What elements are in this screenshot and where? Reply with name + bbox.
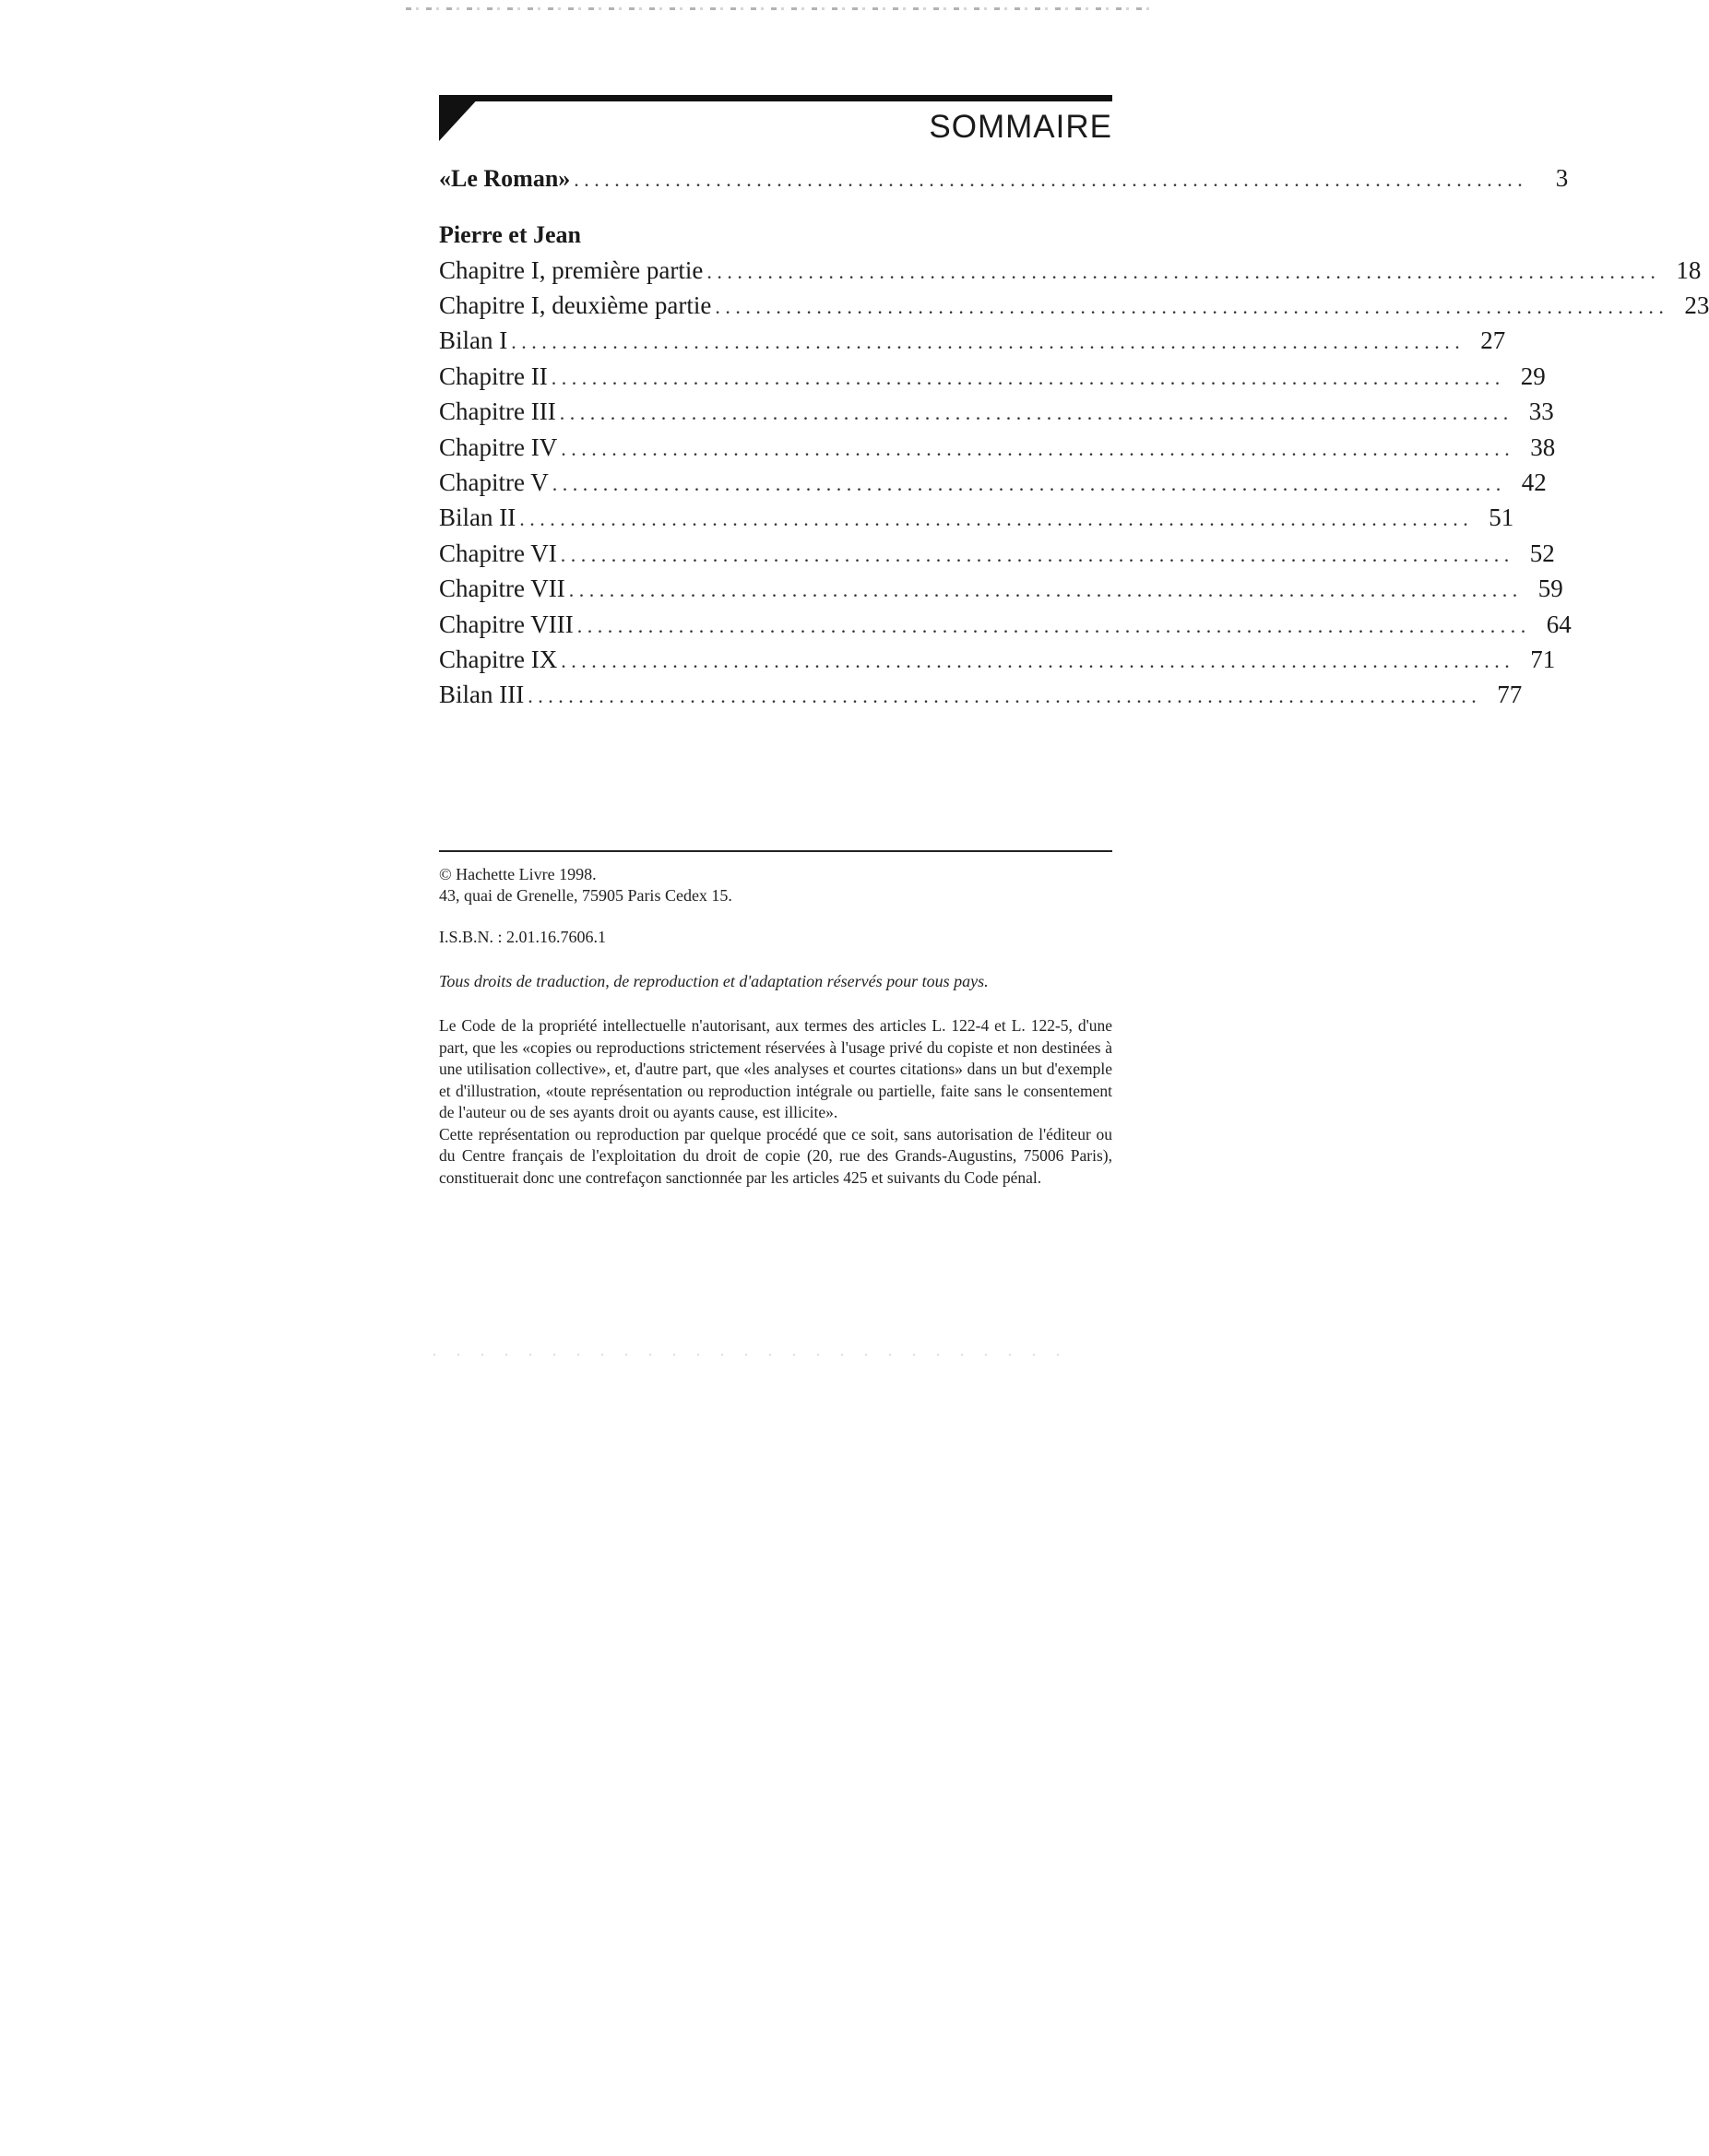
page-title: SOMMAIRE bbox=[929, 109, 1112, 145]
toc-leader-dots: .............................................................................................. bbox=[560, 543, 1514, 566]
toc-entry-label: Chapitre VIII bbox=[439, 610, 574, 638]
section-heading: Pierre et Jean bbox=[439, 221, 581, 248]
toc-leader-dots: .............................................................................................. bbox=[511, 330, 1466, 353]
toc-entry-label: Chapitre II bbox=[439, 362, 548, 390]
toc-entry-page: 77 bbox=[1497, 681, 1523, 708]
toc-entry bbox=[439, 539, 1555, 576]
toc-entry bbox=[439, 681, 1523, 717]
toc-entry-label: Chapitre I, première partie bbox=[439, 256, 704, 284]
toc-leader-dots: .............................................................................................. bbox=[551, 366, 1505, 389]
toc-entry bbox=[439, 646, 1556, 682]
toc-entry bbox=[439, 397, 1554, 434]
toc-entry bbox=[439, 433, 1556, 470]
toc-entry-page: 52 bbox=[1529, 539, 1555, 567]
isbn-line: I.S.B.N. : 2.01.16.7606.1 bbox=[439, 928, 607, 946]
scan-edge-top bbox=[406, 7, 1153, 10]
toc-entry-page: 33 bbox=[1528, 397, 1554, 425]
toc-entry-intro bbox=[439, 164, 1569, 201]
publisher-address: 43, quai de Grenelle, 75905 Paris Cedex 15. bbox=[439, 886, 732, 905]
toc-entry-page: 23 bbox=[1684, 291, 1709, 319]
toc-entry-page: 42 bbox=[1521, 468, 1547, 496]
toc-entry-label: «Le Roman» bbox=[439, 165, 571, 192]
toc-entry-label: Chapitre IX bbox=[439, 646, 558, 673]
header-rule bbox=[439, 95, 1112, 101]
toc-entry-label: Chapitre V bbox=[439, 468, 549, 496]
toc-entry bbox=[439, 468, 1547, 505]
toc-entry bbox=[439, 503, 1514, 540]
toc-leader-dots: .............................................................................................. bbox=[576, 614, 1531, 637]
toc-leader-dots: .............................................................................................. bbox=[706, 260, 1661, 283]
legal-paragraph: Cette représentation ou reproduction par quelque procédé que ce soit, sans autorisation de l'éditeur ou du Centre français de l'exploitation du droit de copie (20, rue des Grands-Augustins, 75006 Paris), constituerait donc une contrefaçon sanctionnée par les articles 425 et suivants du Code pénal. bbox=[439, 1124, 1112, 1187]
legal-paragraph: Le Code de la propriété intellectuelle n'autorisant, aux termes des articles L. 122-4 et L. 122-5, d'une part, que les «copies ou reproductions strictement réservées à l'usage privé du copiste et non destinées à une utilisation collective», et, d'autre part, que «les analyses et courtes citations» dans un but d'exemple et d'illustration, «toute représentation ou reproduction intégrale ou partielle, faite sans le consentement de l'auteur ou de ses ayants droit ou ayants cause, est illicite». bbox=[439, 1016, 1112, 1121]
rights-notice: Tous droits de traduction, de reproduction et d'adaptation réservés pour tous pays. bbox=[439, 972, 989, 990]
toc-entry bbox=[439, 291, 1709, 328]
toc-leader-dots: .............................................................................................. bbox=[561, 649, 1515, 672]
scan-edge-bottom bbox=[433, 1354, 1079, 1356]
toc-entry-label: Chapitre VII bbox=[439, 575, 565, 602]
toc-leader-dots: .............................................................................................. bbox=[568, 578, 1523, 601]
legal-notice bbox=[439, 1015, 1112, 1189]
footer-rule bbox=[439, 850, 1112, 852]
toc-entry-page: 27 bbox=[1480, 326, 1506, 354]
toc-entry bbox=[439, 326, 1506, 363]
toc-leader-dots: .............................................................................................. bbox=[559, 401, 1513, 424]
toc-entry bbox=[439, 256, 1702, 293]
toc-entry-label: Chapitre VI bbox=[439, 539, 557, 567]
toc-entry-page: 3 bbox=[1555, 164, 1569, 192]
toc-entry-page: 29 bbox=[1520, 362, 1546, 390]
toc-entry-label: Bilan II bbox=[439, 503, 516, 531]
toc-entry-page: 38 bbox=[1530, 433, 1556, 461]
toc-entry-page: 64 bbox=[1546, 610, 1572, 638]
toc-entry-page: 71 bbox=[1530, 646, 1556, 673]
copyright-line: © Hachette Livre 1998. bbox=[439, 865, 597, 883]
toc-leader-dots: .............................................................................................. bbox=[574, 168, 1528, 191]
toc-entry-label: Chapitre IV bbox=[439, 433, 558, 461]
toc-entry-page: 18 bbox=[1676, 256, 1702, 284]
toc-entry-label: Chapitre I, deuxième partie bbox=[439, 291, 712, 319]
toc-leader-dots: .............................................................................................. bbox=[519, 507, 1474, 530]
toc-entry-page: 51 bbox=[1489, 503, 1514, 531]
toc-entry bbox=[439, 362, 1546, 399]
toc-entry-page: 59 bbox=[1537, 575, 1563, 602]
toc-entry-label: Bilan III bbox=[439, 681, 525, 708]
header-corner-wedge bbox=[439, 95, 481, 141]
toc-leader-dots: .............................................................................................. bbox=[715, 295, 1669, 318]
toc-entry-label: Chapitre III bbox=[439, 397, 556, 425]
toc-leader-dots: .............................................................................................. bbox=[528, 684, 1482, 707]
toc-entry bbox=[439, 610, 1572, 647]
toc-entry bbox=[439, 575, 1563, 611]
toc-leader-dots: .............................................................................................. bbox=[561, 437, 1515, 460]
toc-entry-label: Bilan I bbox=[439, 326, 508, 354]
toc-leader-dots: .............................................................................................. bbox=[552, 472, 1506, 495]
